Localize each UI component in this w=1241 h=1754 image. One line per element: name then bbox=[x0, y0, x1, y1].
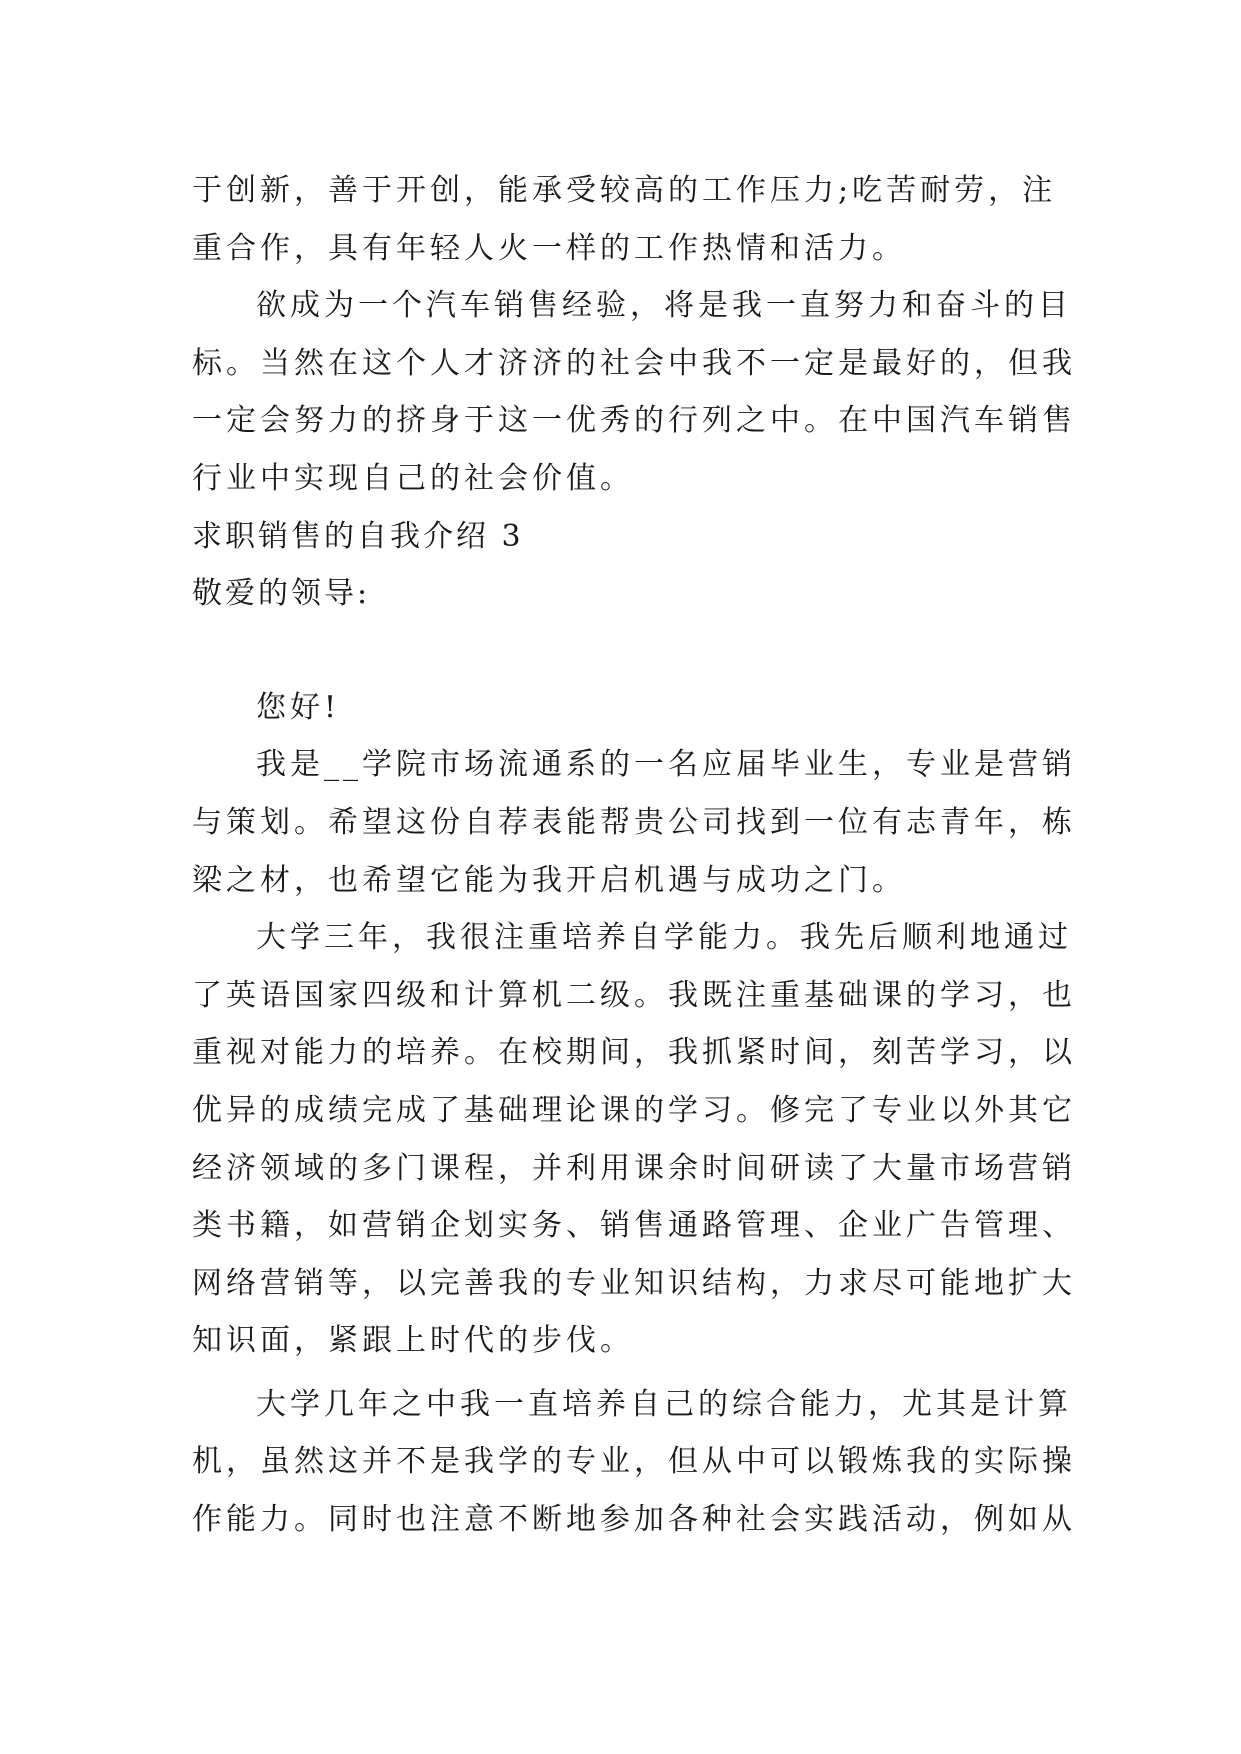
text-line: 作能力。同时也注意不断地参加各种社会实践活动，例如从 bbox=[192, 1502, 1076, 1538]
paragraph bbox=[192, 277, 1076, 507]
text-line: 知识面，紧跟上时代的步伐。 bbox=[192, 1323, 634, 1359]
text-line: 我是__学院市场流通系的一名应届毕业生，专业是营销 bbox=[256, 747, 1076, 783]
section-title: 求职销售的自我介绍 3 bbox=[192, 518, 524, 554]
paragraph bbox=[192, 909, 1076, 1370]
paragraph bbox=[192, 162, 1057, 277]
blank-line bbox=[192, 623, 1052, 679]
text-line: 类书籍，如营销企划实务、销售通路管理、企业广告管理、 bbox=[192, 1208, 1076, 1244]
greeting: 您好! bbox=[256, 689, 341, 725]
paragraph bbox=[192, 736, 1076, 909]
text-line: 于创新，善于开创，能承受较高的工作压力;吃苦耐劳，注 bbox=[192, 173, 1057, 208]
text-line: 一定会努力的挤身于这一优秀的行列之中。在中国汽车销售 bbox=[192, 403, 1076, 439]
text-line: 重合作，具有年轻人火一样的工作热情和活力。 bbox=[192, 230, 906, 266]
salutation: 敬爱的领导: bbox=[192, 576, 371, 612]
text-line: 行业中实现自己的社会价值。 bbox=[192, 460, 634, 496]
paragraph bbox=[192, 1376, 1076, 1549]
text-line: 了英语国家四级和计算机二级。我既注重基础课的学习，也 bbox=[192, 977, 1076, 1013]
text-line: 大学三年，我很注重培养自学能力。我先后顺利地通过 bbox=[256, 920, 1072, 956]
text-line: 重视对能力的培养。在校期间，我抓紧时间，刻苦学习，以 bbox=[192, 1035, 1076, 1071]
text-line: 梁之材，也希望它能为我开启机遇与成功之门。 bbox=[192, 862, 906, 898]
text-line: 欲成为一个汽车销售经验，将是我一直努力和奋斗的目 bbox=[256, 288, 1072, 324]
document-body bbox=[192, 162, 1076, 1549]
text-line: 大学几年之中我一直培养自己的综合能力，尤其是计算 bbox=[256, 1386, 1072, 1422]
text-line: 优异的成绩完成了基础理论课的学习。修完了专业以外其它 bbox=[192, 1092, 1076, 1128]
text-line: 标。当然在这个人才济济的社会中我不一定是最好的，但我 bbox=[192, 345, 1076, 381]
text-line: 与策划。希望这份自荐表能帮贵公司找到一位有志青年，栋 bbox=[192, 804, 1076, 840]
text-line: 经济领域的多门课程，并利用课余时间研读了大量市场营销 bbox=[192, 1150, 1076, 1186]
text-line: 网络营销等，以完善我的专业知识结构，力求尽可能地扩大 bbox=[192, 1265, 1076, 1301]
text-line: 机，虽然这并不是我学的专业，但从中可以锻炼我的实际操 bbox=[192, 1444, 1076, 1480]
